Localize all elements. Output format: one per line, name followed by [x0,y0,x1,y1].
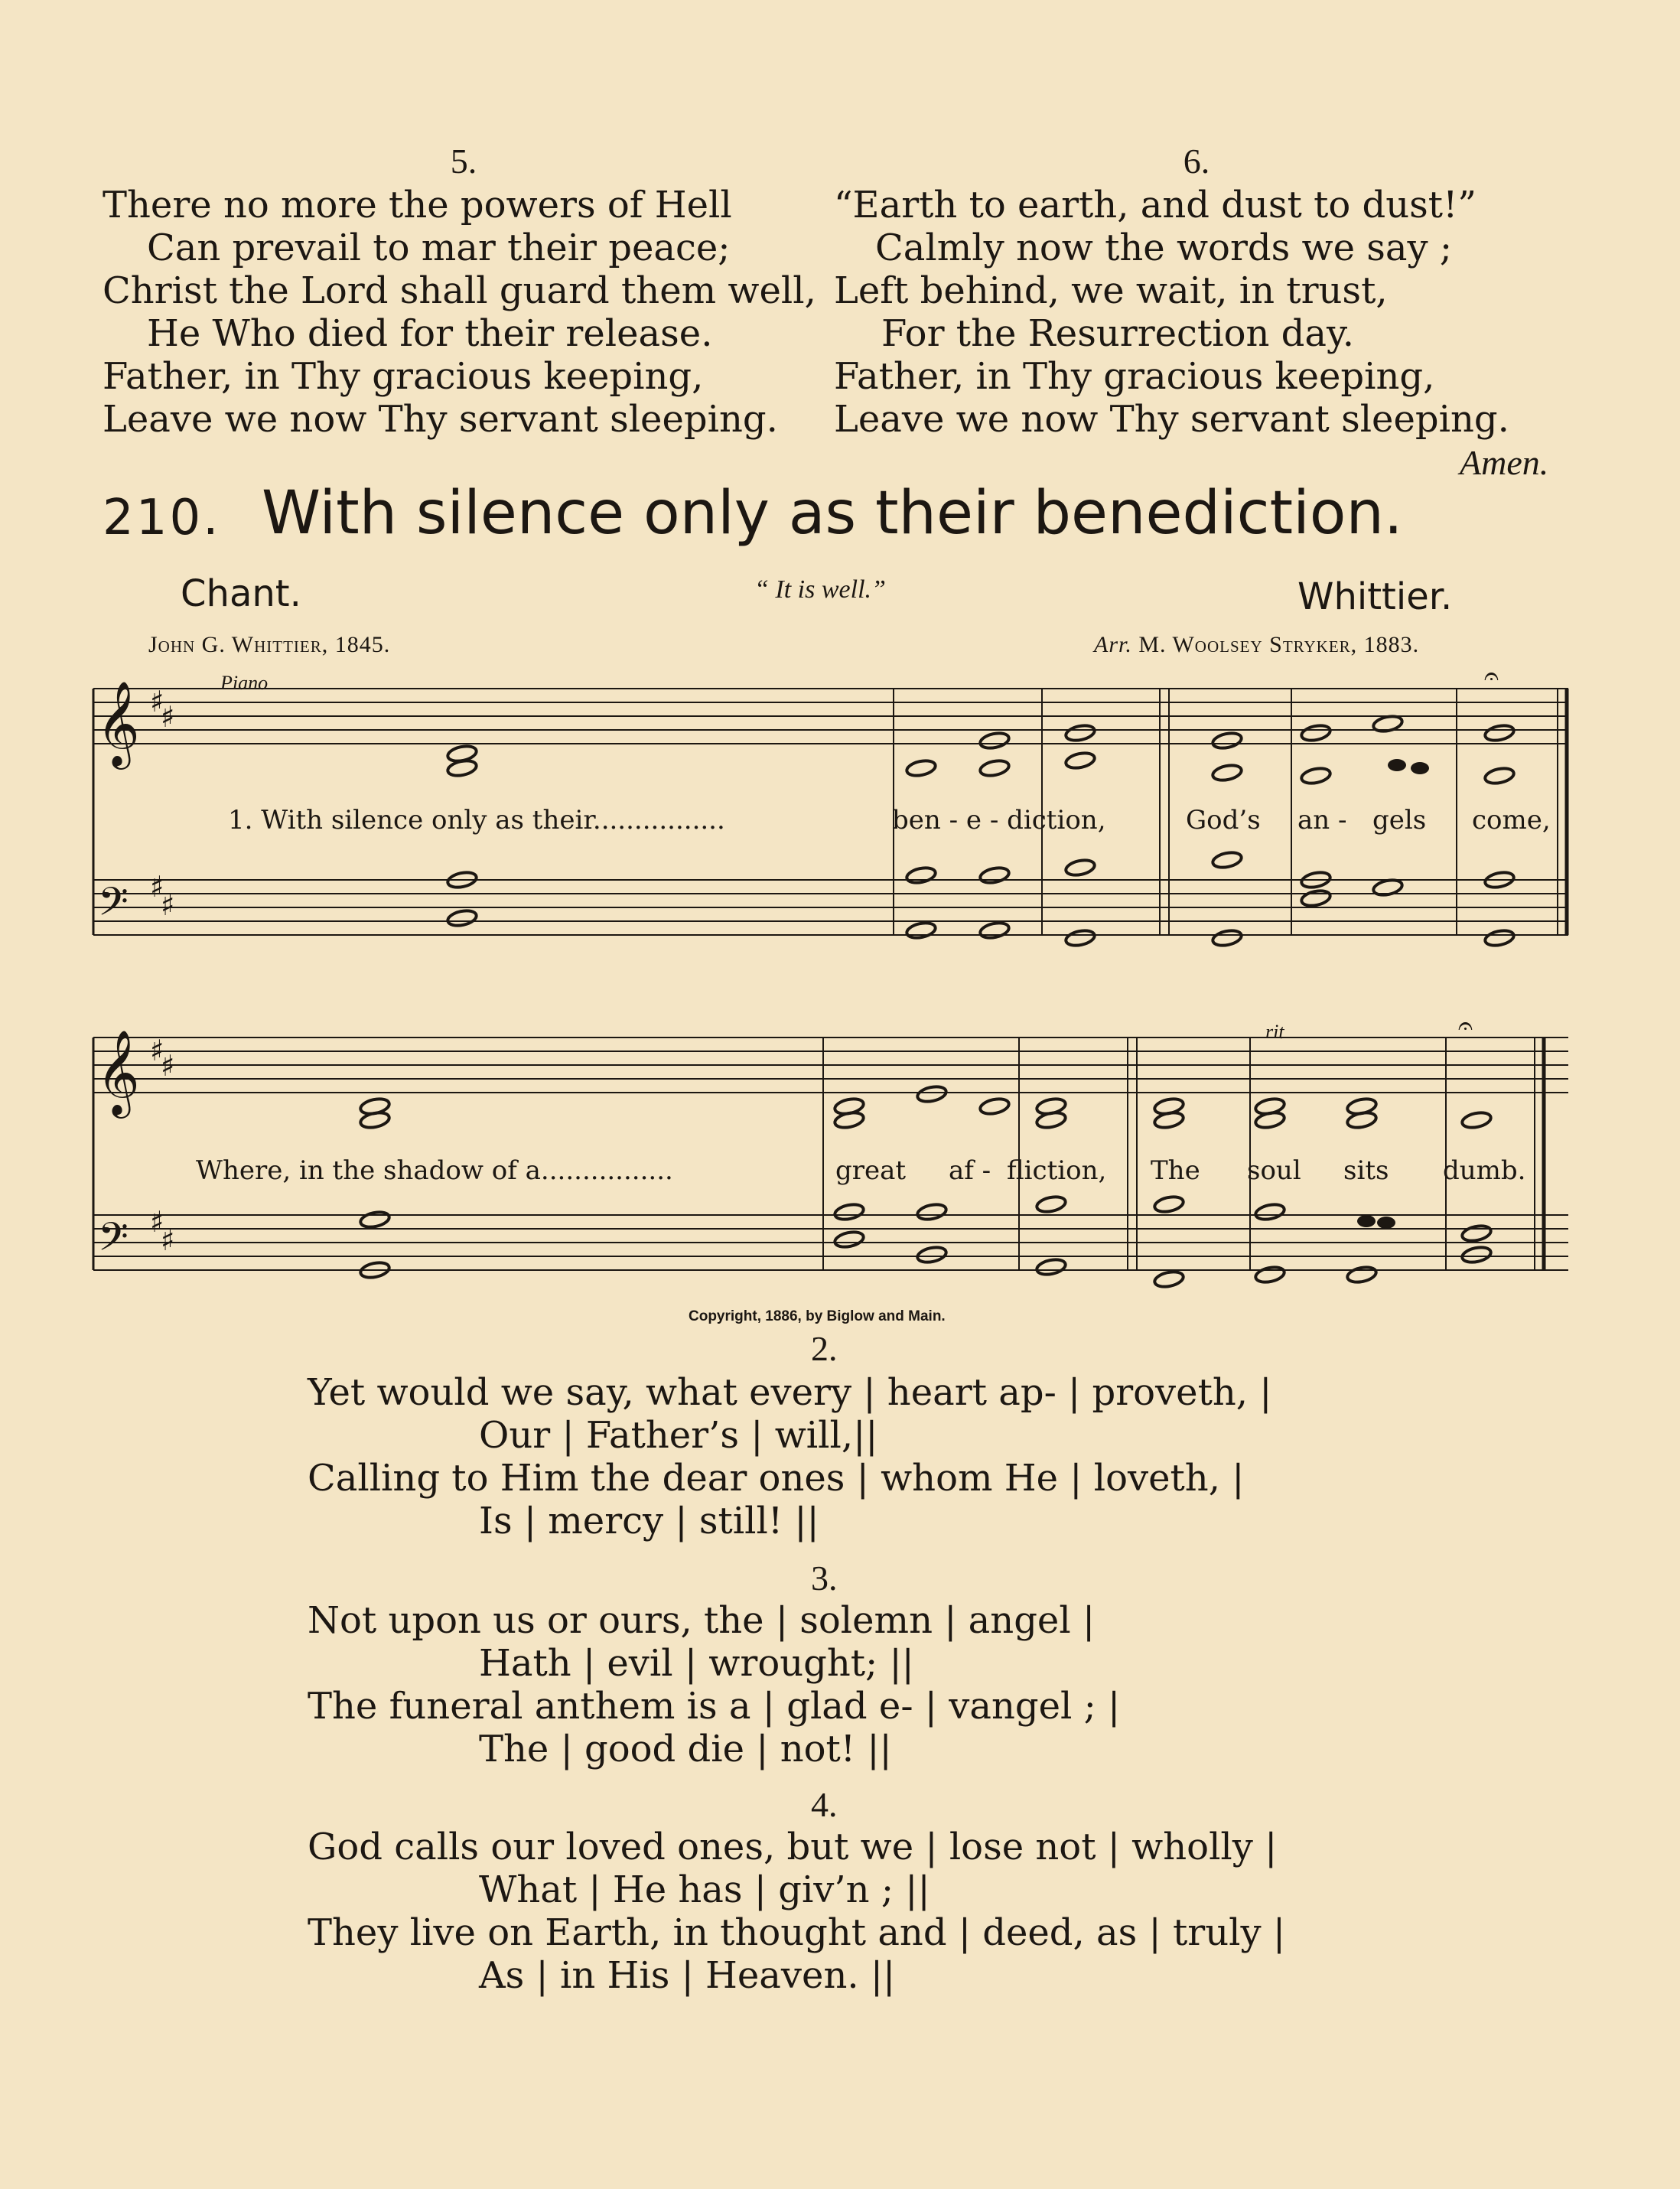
lyric: fliction, [1007,1155,1107,1186]
treble-clef-icon: 𝄞 [96,680,140,766]
lyric: dumb. [1443,1155,1526,1186]
chant-label: Chant. [181,572,301,615]
lyric: great [835,1155,907,1186]
verse-line: Leave we now Thy servant sleeping. [103,398,778,441]
treble-clef-icon: 𝄞 [96,1029,140,1115]
verse-line: The funeral anthem is a | glad e- | vangel ; | [308,1685,1121,1728]
lyric: come, [1472,805,1551,836]
lyric: soul [1247,1155,1301,1186]
verse-line: Calmly now the words we say ; [875,226,1453,269]
bass-staff-1 [93,880,1568,935]
author-credit: John G. Whittier, 1845. [148,632,391,657]
notes-system-2 [360,1084,1493,1289]
verse-line: Left behind, we wait, in trust, [834,269,1388,312]
verse-number: 2. [811,1329,838,1368]
lyric: The [1151,1155,1200,1186]
ritardando-marking: rit [1265,1021,1284,1043]
sharp-icon: ♯ [161,1223,175,1257]
verse-line: Can prevail to mar their peace; [147,226,731,269]
bass-clef-icon: 𝄢 [98,878,129,934]
amen: Amen. [1460,443,1549,482]
fermata-icon: 𝄐 [1458,1011,1473,1041]
arranger-prefix: Arr. [1094,632,1132,657]
piano-marking: Piano [220,672,269,694]
verse-6-number: 6. [1183,142,1210,181]
sharp-icon: ♯ [150,1205,164,1239]
sharp-icon: ♯ [150,1034,164,1067]
verse-line: Calling to Him the dear ones | whom He | loveth, | [308,1457,1245,1500]
verse-line: There no more the powers of Hell [103,184,732,226]
verse-line: Yet would we say, what every | heart ap- | proveth, | [308,1371,1272,1414]
lyric: ben - e - diction, [892,805,1106,836]
bass-staff-2 [93,1215,1568,1270]
verse-line: What | He has | giv’n ; || [479,1868,930,1911]
verse-line: Father, in Thy gracious keeping, [834,355,1435,398]
lyric: gels [1372,805,1427,836]
treble-staff-2 [93,1037,1568,1093]
hymn-title: With silence only as their benediction. [262,479,1403,548]
tune-note: “ It is well.” [754,575,886,604]
lyric: God’s [1186,805,1261,836]
lyric: an - [1297,805,1347,836]
verse-number: 4. [811,1785,838,1824]
sharp-icon: ♯ [161,1049,175,1083]
copyright-notice: Copyright, 1886, by Biglow and Main. [689,1308,946,1324]
bass-clef-icon: 𝄢 [98,1213,129,1269]
verse-line: Our | Father’s | will,|| [479,1414,878,1457]
lyric: 1. With silence only as their................ [228,805,725,836]
hymn-number: 210. [103,490,221,546]
verse-line: Not upon us or ours, the | solemn | angel | [308,1599,1096,1642]
verse-line: Hath | evil | wrought; || [479,1642,914,1685]
verse-line: As | in His | Heaven. || [479,1954,896,1997]
fermata-icon: 𝄐 [1484,661,1499,692]
verse-line: God calls our loved ones, but we | lose not | wholly | [308,1826,1278,1868]
tune-name: Whittier. [1297,575,1453,618]
verse-line: They live on Earth, in thought and | deed, as | truly | [308,1911,1286,1954]
lyric: Where, in the shadow of a................ [196,1155,673,1186]
lyric: af - [949,1155,991,1186]
verse-line: Leave we now Thy servant sleeping. [834,398,1509,441]
sharp-icon: ♯ [150,685,164,718]
verse-line: He Who died for their release. [147,312,713,355]
verse-line: Father, in Thy gracious keeping, [103,355,704,398]
verse-line: The | good die | not! || [479,1728,892,1770]
lyric: sits [1343,1155,1389,1186]
verse-line: “Earth to earth, and dust to dust!” [834,184,1477,226]
verse-line: For the Resurrection day. [881,312,1354,355]
verse-line: Is | mercy | still! || [479,1500,819,1542]
sharp-icon: ♯ [161,700,175,734]
verse-line: Christ the Lord shall guard them well, [103,269,816,312]
verse-number: 3. [811,1559,838,1598]
treble-staff-1 [93,689,1568,744]
verse-5-number: 5. [450,142,477,181]
sharp-icon: ♯ [161,888,175,922]
sharp-icon: ♯ [150,870,164,904]
system-2 [93,1037,1568,1270]
arranger-name: M. Woolsey Stryker, 1883. [1138,632,1420,657]
